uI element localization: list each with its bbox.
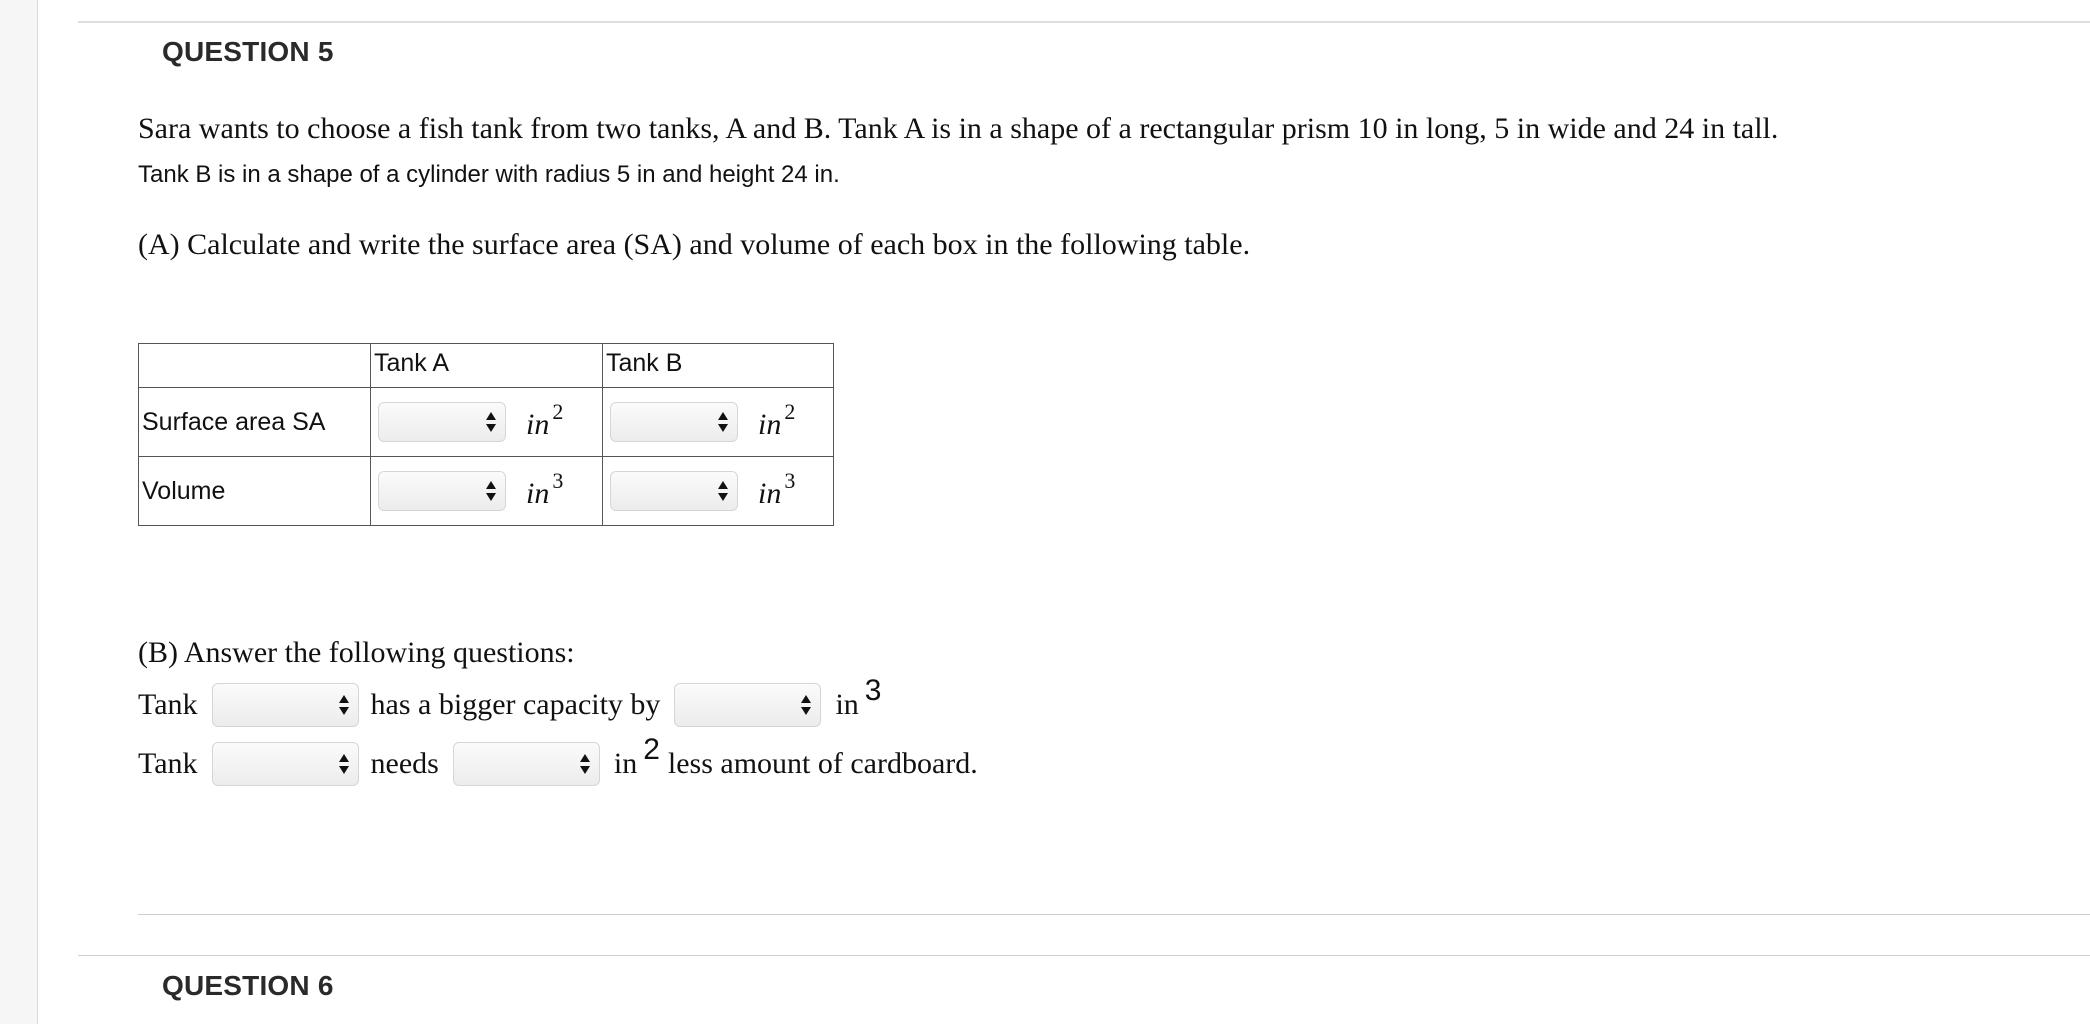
tank-a-volume-cell [371, 457, 603, 526]
cardboard-unit: in [613, 747, 638, 780]
capacity-tank-select[interactable] [212, 683, 359, 727]
cardboard-unit-power: 2 [643, 733, 660, 766]
unit-label: in $^3$ [758, 467, 796, 510]
volume-label: Volume [142, 476, 226, 505]
row-label-cell [139, 457, 371, 526]
tank-word: Tank [138, 688, 198, 721]
question-intro-line2: Tank B is in a shape of a cylinder with radius 5 in and height 24 in. [138, 161, 840, 188]
question-6-heading: QUESTION 6 [162, 970, 334, 1001]
cardboard-end-text: less amount of cardboard. [667, 747, 978, 780]
tank-a-surface-area-select[interactable] [378, 402, 506, 442]
unit-label: in $^3$ [526, 467, 564, 510]
updown-arrows-icon [486, 480, 496, 502]
cardboard-amount-select[interactable] [453, 742, 600, 786]
tank-b-volume-select[interactable] [610, 471, 738, 511]
updown-arrows-icon [486, 411, 496, 433]
updown-arrows-icon [718, 411, 728, 433]
cardboard-tank-select[interactable] [212, 742, 359, 786]
question-5-heading: QUESTION 5 [162, 36, 334, 67]
tank-word: Tank [138, 747, 198, 780]
updown-arrows-icon [801, 694, 811, 716]
surface-area-label: Surface area SA [142, 407, 326, 436]
unit-label: in $^2$ [758, 398, 796, 441]
tank-b-sa-cell [603, 388, 834, 457]
table-row-surface-area [139, 388, 834, 457]
table-header-tank-a [371, 344, 603, 388]
tank-a-sa-cell [371, 388, 603, 457]
capacity-amount-select[interactable] [674, 683, 821, 727]
tank-a-header-label: Tank A [374, 349, 450, 377]
capacity-unit: in [835, 688, 859, 721]
question-end-divider [138, 914, 2090, 915]
row-label-cell [139, 388, 371, 457]
tank-b-header-label: Tank B [606, 349, 683, 377]
updown-arrows-icon [339, 694, 349, 716]
updown-arrows-icon [580, 753, 590, 775]
table-row-volume [139, 457, 834, 526]
capacity-text: has a bigger capacity by [370, 688, 661, 721]
unit-label: in $^2$ [526, 398, 564, 441]
part-b-instruction: (B) Answer the following questions: [138, 636, 575, 669]
tank-b-surface-area-select[interactable] [610, 402, 738, 442]
table-header-empty [139, 344, 371, 388]
table-header-tank-b [603, 344, 834, 388]
part-a-instruction: (A) Calculate and write the surface area (SA) and volume of each box in the following table. [138, 228, 1251, 261]
answer-table [138, 343, 834, 526]
tank-a-volume-select[interactable] [378, 471, 506, 511]
table-header-row [139, 344, 834, 388]
top-divider [78, 21, 2090, 23]
capacity-unit-power: 3 [864, 674, 882, 707]
answer-line-capacity [138, 674, 882, 727]
answer-line-cardboard [138, 733, 978, 786]
updown-arrows-icon [718, 480, 728, 502]
tank-b-volume-cell [603, 457, 834, 526]
needs-text: needs [370, 747, 439, 780]
question-intro-line1: Sara wants to choose a fish tank from two tanks, A and B. Tank A is in a shape of a rectangular prism 10 in long, 5 in wide and 24 in tall. [138, 112, 1779, 145]
updown-arrows-icon [339, 753, 349, 775]
left-gutter [0, 0, 38, 1024]
question-separator [78, 955, 2090, 956]
